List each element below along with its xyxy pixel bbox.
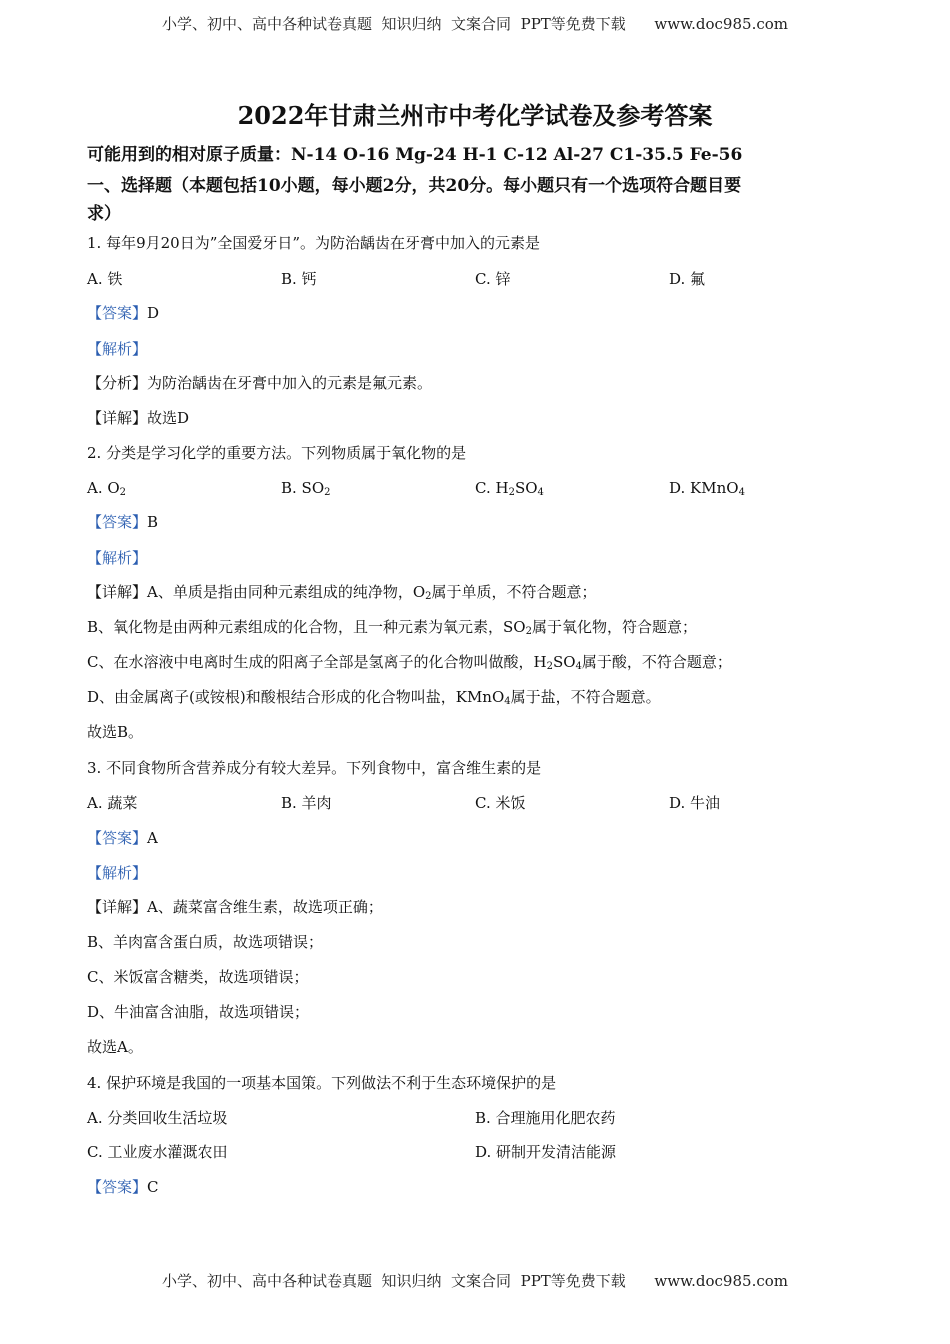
- q4-option-d: D. 研制开发清洁能源: [475, 1143, 617, 1161]
- answer-tag: 【答案】: [87, 304, 148, 322]
- q1-answer-value: D: [147, 304, 160, 322]
- q2-option-b: B. $SO_2$: [281, 479, 331, 498]
- section-heading: 一、选择题（本题包括10小题，每小题2分，共20分。每小题只有一个选项符合题目要: [87, 176, 742, 196]
- q3-option-a: A. 蔬菜: [87, 794, 138, 812]
- q3-conclusion: 故选A。: [87, 1038, 143, 1056]
- detail-tag: 【详解】: [87, 583, 148, 601]
- q4-answer: [87, 1177, 159, 1197]
- document-title: 2022年甘肃兰州市中考化学试卷及参考答案: [237, 101, 713, 130]
- section-heading-cont: 求）: [87, 204, 121, 224]
- q3-stem: 3. 不同食物所含营养成分有较大差异。下列食物中，富含维生素的是: [87, 759, 542, 777]
- q1-fenxi: [87, 373, 432, 393]
- q1-fenxi-text: 为防治龋齿在牙膏中加入的元素是氟元素。: [147, 374, 433, 392]
- q4-option-a: A. 分类回收生活垃圾: [87, 1109, 228, 1127]
- q3-detail-d: D、牛油富含油脂，故选项错误；: [87, 1003, 310, 1021]
- analysis-tag: 【解析】: [87, 864, 148, 882]
- q2-option-d: D. KMnO$_4$: [669, 479, 745, 498]
- q1-analysis: [87, 339, 147, 359]
- detail-tag: 【详解】: [87, 409, 148, 427]
- q2-answer: [87, 512, 158, 532]
- page-footer: 小学、初中、高中各种试卷真题 知识归纳 文案合同 PPT等免费下载 www.doc985.com: [161, 1272, 788, 1290]
- q2-answer-value: B: [147, 513, 159, 531]
- answer-tag: 【答案】: [87, 829, 148, 847]
- q3-detail-c: C、米饭富含糖类，故选项错误；: [87, 968, 309, 986]
- q3-option-b: B. 羊肉: [281, 794, 332, 812]
- q4-option-b: B. 合理施用化肥农药: [475, 1109, 616, 1127]
- q3-answer: [87, 828, 158, 848]
- q3-detail-a: 【详解】A、蔬菜富含维生素，故选项正确；: [87, 898, 383, 916]
- page-header: 小学、初中、高中各种试卷真题 知识归纳 文案合同 PPT等免费下载 www.doc985.com: [161, 15, 788, 33]
- q4-answer-value: C: [147, 1178, 159, 1196]
- q2-option-a: A. $O_2$: [87, 479, 127, 498]
- q2-detail-d: D、由金属离子(或铵根)和酸根结合形成的化合物叫盐，KMnO$_4$属于盐，不符合题意。: [87, 688, 661, 707]
- q2-detail-a: 【详解】A、单质是指由同种元素组成的纯净物，$O_2$属于单质，不符合题意；: [87, 583, 597, 602]
- q1-option-d: D. 氟: [669, 270, 706, 288]
- detail-tag: 【详解】: [87, 898, 148, 916]
- q1-detail-text: 故选D: [147, 409, 190, 427]
- q4-stem: 4. 保护环境是我国的一项基本国策。下列做法不利于生态环境保护的是: [87, 1074, 557, 1092]
- q3-analysis: [87, 863, 147, 883]
- q4-option-c: C. 工业废水灌溉农田: [87, 1143, 228, 1161]
- q2-stem: 2. 分类是学习化学的重要方法。下列物质属于氧化物的是: [87, 444, 467, 462]
- fenxi-tag: 【分析】: [87, 374, 148, 392]
- q2-conclusion: 故选B。: [87, 723, 144, 741]
- answer-tag: 【答案】: [87, 1178, 148, 1196]
- q1-stem: 1. 每年9月20日为”全国爱牙日”。为防治龋齿在牙膏中加入的元素是: [87, 234, 541, 252]
- atomic-masses: 可能用到的相对原子质量：N-14 O-16 Mg-24 H-1 C-12 Al-27 C1-35.5 Fe-56: [87, 145, 743, 165]
- analysis-tag: 【解析】: [87, 549, 148, 567]
- q3-detail-b: B、羊肉富含蛋白质，故选项错误；: [87, 933, 324, 951]
- q3-option-d: D. 牛油: [669, 794, 721, 812]
- q1-detail: [87, 408, 189, 428]
- q2-option-c: C. $H_2SO_4$: [475, 479, 544, 498]
- answer-tag: 【答案】: [87, 513, 148, 531]
- q2-detail-c: C、在水溶液中电离时生成的阳离子全部是氢离子的化合物叫做酸，$H_2SO_4$属于酸，不符合题意；: [87, 653, 732, 672]
- q1-option-a: A. 铁: [87, 270, 123, 288]
- q1-option-b: B. 钙: [281, 270, 317, 288]
- analysis-tag: 【解析】: [87, 340, 148, 358]
- q3-option-c: C. 米饭: [475, 794, 526, 812]
- q1-answer: [87, 303, 159, 323]
- q2-detail-b: B、氧化物是由两种元素组成的化合物，且一种元素为氧元素，$SO_2$属于氧化物，符合题意；: [87, 618, 697, 637]
- q3-answer-value: A: [147, 829, 158, 847]
- q1-option-c: C. 锌: [475, 270, 511, 288]
- q2-analysis: [87, 548, 147, 568]
